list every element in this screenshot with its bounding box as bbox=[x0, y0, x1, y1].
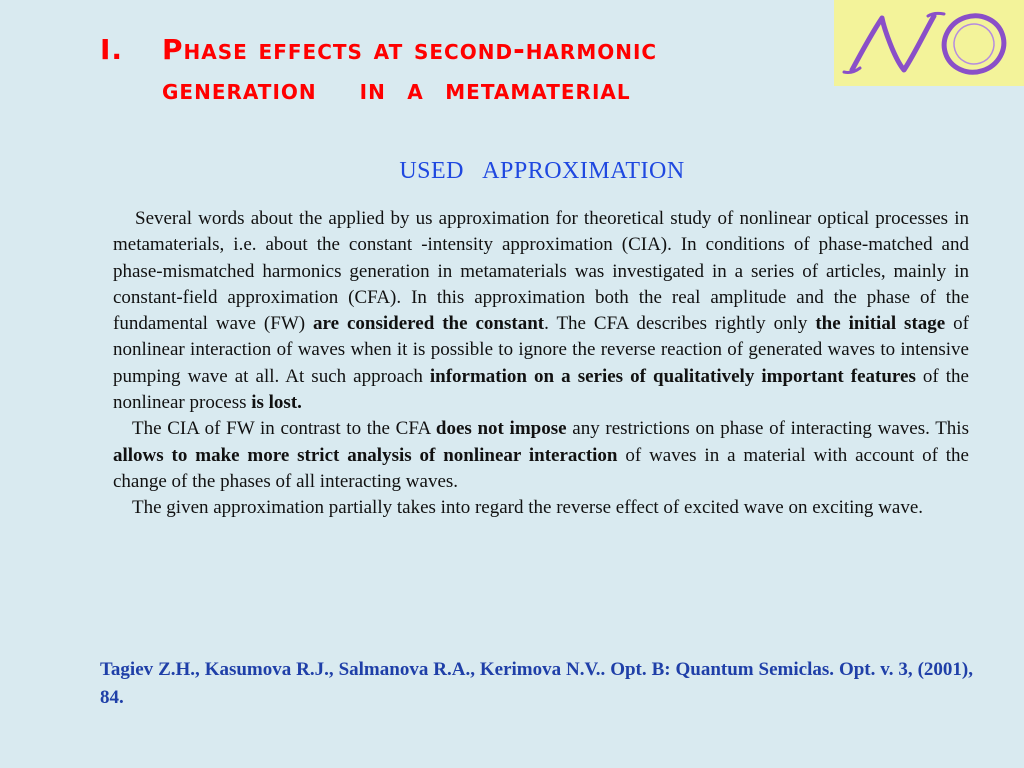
section-subtitle: USED APPROXIMATION bbox=[399, 158, 685, 184]
paragraph-2: The CIA of FW in contrast to the CFA does not impose any restrictions on phase of interacting waves. This allows to make more strict analysis of nonlinear interaction of waves in a material with account of the change of the phases of all interacting waves. bbox=[113, 418, 969, 492]
logo-o-letter bbox=[937, 8, 1011, 80]
title-number: I. bbox=[100, 33, 124, 66]
no-logo-icon bbox=[834, 0, 1024, 86]
paragraph-3: The given approximation partially takes into regard the reverse effect of excited wave on exciting wave. bbox=[132, 497, 923, 519]
paragraph-1: Several words about the applied by us approximation for theoretical study of nonlinear optical processes in metamaterials, i.e. about the constant -intensity approximation (CIA). In conditions of phase-matched and phase-mismatched harmonics generation in metamaterials was investigated in a series of articles, mainly in constant-field approximation (CFA). In this approximation both the real amplitude and the phase of the fundamental wave (FW) are considered the constant. The CFA describes rightly only the initial stage of nonlinear interaction of waves when it is possible to ignore the reverse reaction of generated waves to intensive pumping wave at all. At such approach information on a series of qualitatively important features of the nonlinear process is lost. bbox=[113, 208, 969, 414]
logo-n-letter bbox=[844, 13, 944, 72]
title-line-1: Phase effects at second-harmonic bbox=[162, 33, 658, 66]
title-line-2: generation in a metamaterial bbox=[162, 73, 631, 106]
body-text bbox=[113, 206, 969, 522]
reference-citation: Tagiev Z.H., Kasumova R.J., Salmanova R.A., Kerimova N.V.. Opt. B: Quantum Semiclas. Opt. v. 3, (2001), 84. bbox=[100, 659, 973, 708]
slide-title bbox=[100, 30, 820, 110]
logo bbox=[834, 0, 1024, 86]
